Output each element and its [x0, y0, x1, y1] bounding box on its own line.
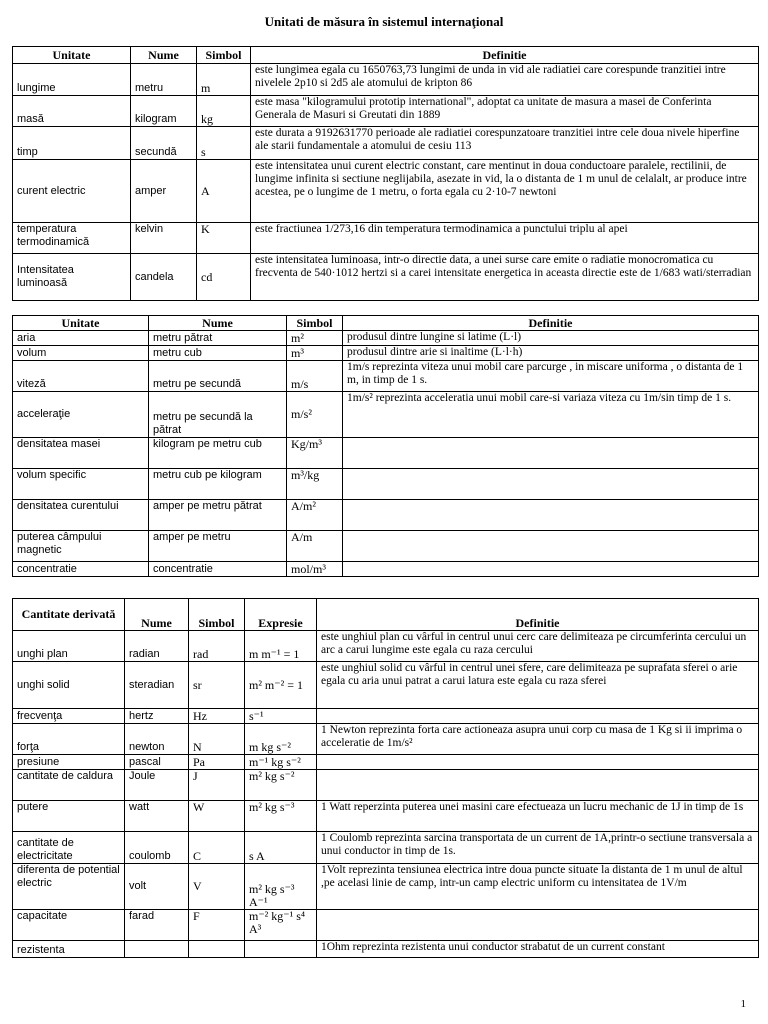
quantity-name: putere	[13, 801, 125, 832]
table-row	[13, 392, 759, 438]
quantity-name: rezistenta	[13, 941, 125, 958]
unit-nume: kilogram pe metru cub	[149, 438, 287, 469]
unit-expression: m² kg s⁻³	[245, 801, 317, 832]
header-unitate: Unitate	[13, 316, 149, 331]
unit-definition: 1Ohm reprezinta rezistenta unui conductor strabatut de un current constant	[317, 941, 759, 958]
unit-symbol: C	[189, 832, 245, 864]
header-simbol: Simbol	[197, 47, 251, 64]
table-row	[13, 709, 759, 724]
unit-nume: volt	[125, 864, 189, 910]
base-units-table	[12, 46, 759, 301]
unit-definition	[343, 531, 759, 562]
unit-definition: 1 Newton reprezinta forta care actioneaza asupra unui corp cu masa de 1 Kg si ii imprima o acceleratie de 1m/s²	[317, 724, 759, 755]
quantity-name: diferenta de potential electric	[13, 864, 125, 910]
unit-nume: metru cub	[149, 346, 287, 361]
table-row	[13, 331, 759, 346]
unit-definition: produsul dintre arie si inaltime (L·l·h)	[343, 346, 759, 361]
unit-expression: m⁻¹ kg s⁻²	[245, 755, 317, 770]
unit-nume: Joule	[125, 770, 189, 801]
quantity-name: capacitate	[13, 910, 125, 941]
unit-expression: m² kg s⁻²	[245, 770, 317, 801]
unit-definition: produsul dintre lungine si latime (L·l)	[343, 331, 759, 346]
unit-symbol: m³/kg	[287, 469, 343, 500]
header-cantitate: Cantitate derivată	[13, 599, 125, 631]
quantity-name: frecvenţa	[13, 709, 125, 724]
unit-expression	[245, 941, 317, 958]
header-unitate: Unitate	[13, 47, 131, 64]
unit-definition	[317, 770, 759, 801]
unit-name: aria	[13, 331, 149, 346]
table-row	[13, 531, 759, 562]
table-row	[13, 941, 759, 958]
unit-symbol: cd	[197, 254, 251, 301]
unit-expression: s A	[245, 832, 317, 864]
table-row	[13, 469, 759, 500]
unit-definition	[343, 438, 759, 469]
quantity-name: cantitate de caldura	[13, 770, 125, 801]
table-row	[13, 755, 759, 770]
unit-symbol	[189, 941, 245, 958]
header-definitie: Definitie	[317, 599, 759, 631]
table-row	[13, 910, 759, 941]
unit-name: masă	[13, 96, 131, 127]
unit-expression: m⁻² kg⁻¹ s⁴ A³	[245, 910, 317, 941]
table-row	[13, 631, 759, 662]
unit-nume: secundă	[131, 127, 197, 160]
unit-definition	[343, 469, 759, 500]
table-row	[13, 770, 759, 801]
unit-definition: este intensitatea luminoasa, intr-o directie data, a unei surse care emite o radiatie monocromatica cu frecventa de 540·1012 hertzi si a carei intensitate energetica in aceasta directie este de 1/683 wati/sterradian	[251, 254, 759, 301]
unit-expression: s⁻¹	[245, 709, 317, 724]
unit-nume: kilogram	[131, 96, 197, 127]
unit-definition	[317, 709, 759, 724]
unit-symbol: Hz	[189, 709, 245, 724]
unit-nume: amper	[131, 160, 197, 223]
unit-nume: metru pe secundă la pătrat	[149, 392, 287, 438]
unit-name: Intensitatea luminoasă	[13, 254, 131, 301]
unit-symbol: A	[197, 160, 251, 223]
header-definitie: Definitie	[343, 316, 759, 331]
unit-symbol: V	[189, 864, 245, 910]
unit-expression: m² m⁻² = 1	[245, 662, 317, 709]
unit-nume: candela	[131, 254, 197, 301]
table-row	[13, 438, 759, 469]
unit-definition: este intensitatea unui curent electric constant, care mentinut in doua conductoare paralele, rectilinii, de lungime infinita si sectiune neglijabila, asezate in vid, la o distanta de 1 m unul de celalalt, ar produce intre acestea, pe o lungime de 1 metru, o forta egala cu 2·10-7 newtoni	[251, 160, 759, 223]
derived-quantities-table	[12, 598, 759, 958]
quantity-name: unghi solid	[13, 662, 125, 709]
unit-definition	[317, 755, 759, 770]
unit-nume: hertz	[125, 709, 189, 724]
table-row	[13, 724, 759, 755]
unit-symbol: sr	[189, 662, 245, 709]
unit-definition: este unghiul solid cu vârful in centrul unei sfere, care delimiteaza pe suprafata sferei o arie egala cu aria unui patrat a carui latura este egala cu raza sferei	[317, 662, 759, 709]
unit-name: densitatea curentului	[13, 500, 149, 531]
unit-symbol: rad	[189, 631, 245, 662]
unit-symbol: m/s	[287, 361, 343, 392]
header-nume: Nume	[125, 599, 189, 631]
unit-nume: amper pe metru pătrat	[149, 500, 287, 531]
unit-symbol: m³	[287, 346, 343, 361]
unit-name: temperatura termodinamică	[13, 223, 131, 254]
unit-name: curent electric	[13, 160, 131, 223]
unit-definition	[343, 500, 759, 531]
unit-definition	[317, 910, 759, 941]
table-row	[13, 500, 759, 531]
unit-name: timp	[13, 127, 131, 160]
unit-name: acceleraţie	[13, 392, 149, 438]
page-number: 1	[740, 998, 746, 1010]
unit-nume: metru pe secundă	[149, 361, 287, 392]
unit-name: volum specific	[13, 469, 149, 500]
unit-symbol: A/m²	[287, 500, 343, 531]
unit-definition: 1m/s² reprezinta acceleratia unui mobil care-si variaza viteza cu 1m/sin timp de 1 s.	[343, 392, 759, 438]
unit-nume: kelvin	[131, 223, 197, 254]
unit-nume: metru	[131, 64, 197, 96]
unit-nume: watt	[125, 801, 189, 832]
unit-definition: este lungimea egala cu 1650763,73 lungimi de unda in vid ale radiatiei care corespunde tranzitiei intre nivelele 2p10 si 2d5 ale atomului de kripton 86	[251, 64, 759, 96]
unit-symbol: K	[197, 223, 251, 254]
unit-definition: este unghiul plan cu vârful in centrul unui cerc care delimiteaza pe circumferinta cercului un arc a carui lungime este egala cu raza cercului	[317, 631, 759, 662]
table-row	[13, 127, 759, 160]
unit-symbol: Kg/m³	[287, 438, 343, 469]
table-row	[13, 346, 759, 361]
table-row	[13, 160, 759, 223]
header-definitie: Definitie	[251, 47, 759, 64]
unit-name: densitatea masei	[13, 438, 149, 469]
unit-nume: amper pe metru	[149, 531, 287, 562]
unit-symbol: A/m	[287, 531, 343, 562]
unit-nume: concentratie	[149, 562, 287, 577]
unit-definition: 1m/s reprezinta viteza unui mobil care parcurge , in miscare uniforma , o distanta de 1 m, in timp de 1 s.	[343, 361, 759, 392]
quantity-name: forţa	[13, 724, 125, 755]
header-expresie: Expresie	[245, 599, 317, 631]
table-row	[13, 223, 759, 254]
table-row	[13, 832, 759, 864]
unit-nume: steradian	[125, 662, 189, 709]
unit-name: viteză	[13, 361, 149, 392]
quantity-name: unghi plan	[13, 631, 125, 662]
unit-nume: pascal	[125, 755, 189, 770]
unit-symbol: Pa	[189, 755, 245, 770]
unit-symbol: W	[189, 801, 245, 832]
quantity-name: cantitate de electricitate	[13, 832, 125, 864]
table-row	[13, 361, 759, 392]
unit-nume: metru cub pe kilogram	[149, 469, 287, 500]
unit-nume: coulomb	[125, 832, 189, 864]
unit-definition: 1 Coulomb reprezinta sarcina transportata de un current de 1A,printr-o sectiune transversala a unui conductor in timp de 1s.	[317, 832, 759, 864]
quantity-name: presiune	[13, 755, 125, 770]
unit-symbol: mol/m³	[287, 562, 343, 577]
unit-symbol: s	[197, 127, 251, 160]
page-title: Unitati de măsura în sistemul internaţional	[264, 14, 504, 29]
unit-symbol: m/s²	[287, 392, 343, 438]
unit-definition: 1Volt reprezinta tensiunea electrica intre doua puncte situate la distanta de 1 m unul de altul ,pe acelasi linie de camp, intr-un camp electric uniform cu intensitatea de 1V/m	[317, 864, 759, 910]
header-nume: Nume	[131, 47, 197, 64]
unit-symbol: F	[189, 910, 245, 941]
unit-definition: 1 Watt reperzinta puterea unei masini care efectueaza un lucru mechanic de 1J in timp de 1s	[317, 801, 759, 832]
header-simbol: Simbol	[189, 599, 245, 631]
unit-nume: farad	[125, 910, 189, 941]
unit-symbol: kg	[197, 96, 251, 127]
unit-name: puterea câmpului magnetic	[13, 531, 149, 562]
unit-symbol: m	[197, 64, 251, 96]
table-row	[13, 864, 759, 910]
unit-definition: este durata a 9192631770 perioade ale radiatiei corespunzatoare tranzitiei intre cele doua nivele hiperfine ale starii fundamentale a atomului de cesiu 113	[251, 127, 759, 160]
unit-nume: metru pătrat	[149, 331, 287, 346]
unit-definition: este fractiunea 1/273,16 din temperatura termodinamica a punctului triplu al apei	[251, 223, 759, 254]
unit-name: concentratie	[13, 562, 149, 577]
header-nume: Nume	[149, 316, 287, 331]
unit-name: lungime	[13, 64, 131, 96]
unit-symbol: m²	[287, 331, 343, 346]
unit-definition	[343, 562, 759, 577]
table-row	[13, 562, 759, 577]
unit-nume	[125, 941, 189, 958]
table-row	[13, 254, 759, 301]
table-row	[13, 662, 759, 709]
unit-definition: este masa "kilogramului prototip international", adoptat ca unitate de masura a masei de Conferinta Generala de Masuri si Greutati din 1889	[251, 96, 759, 127]
unit-name: volum	[13, 346, 149, 361]
table-row	[13, 96, 759, 127]
unit-nume: radian	[125, 631, 189, 662]
unit-expression: m m⁻¹ = 1	[245, 631, 317, 662]
table-row	[13, 801, 759, 832]
unit-expression: m² kg s⁻³ A⁻¹	[245, 864, 317, 910]
unit-symbol: N	[189, 724, 245, 755]
unit-nume: newton	[125, 724, 189, 755]
table-row	[13, 64, 759, 96]
unit-expression: m kg s⁻²	[245, 724, 317, 755]
unit-symbol: J	[189, 770, 245, 801]
derived-units-table	[12, 315, 759, 577]
header-simbol: Simbol	[287, 316, 343, 331]
